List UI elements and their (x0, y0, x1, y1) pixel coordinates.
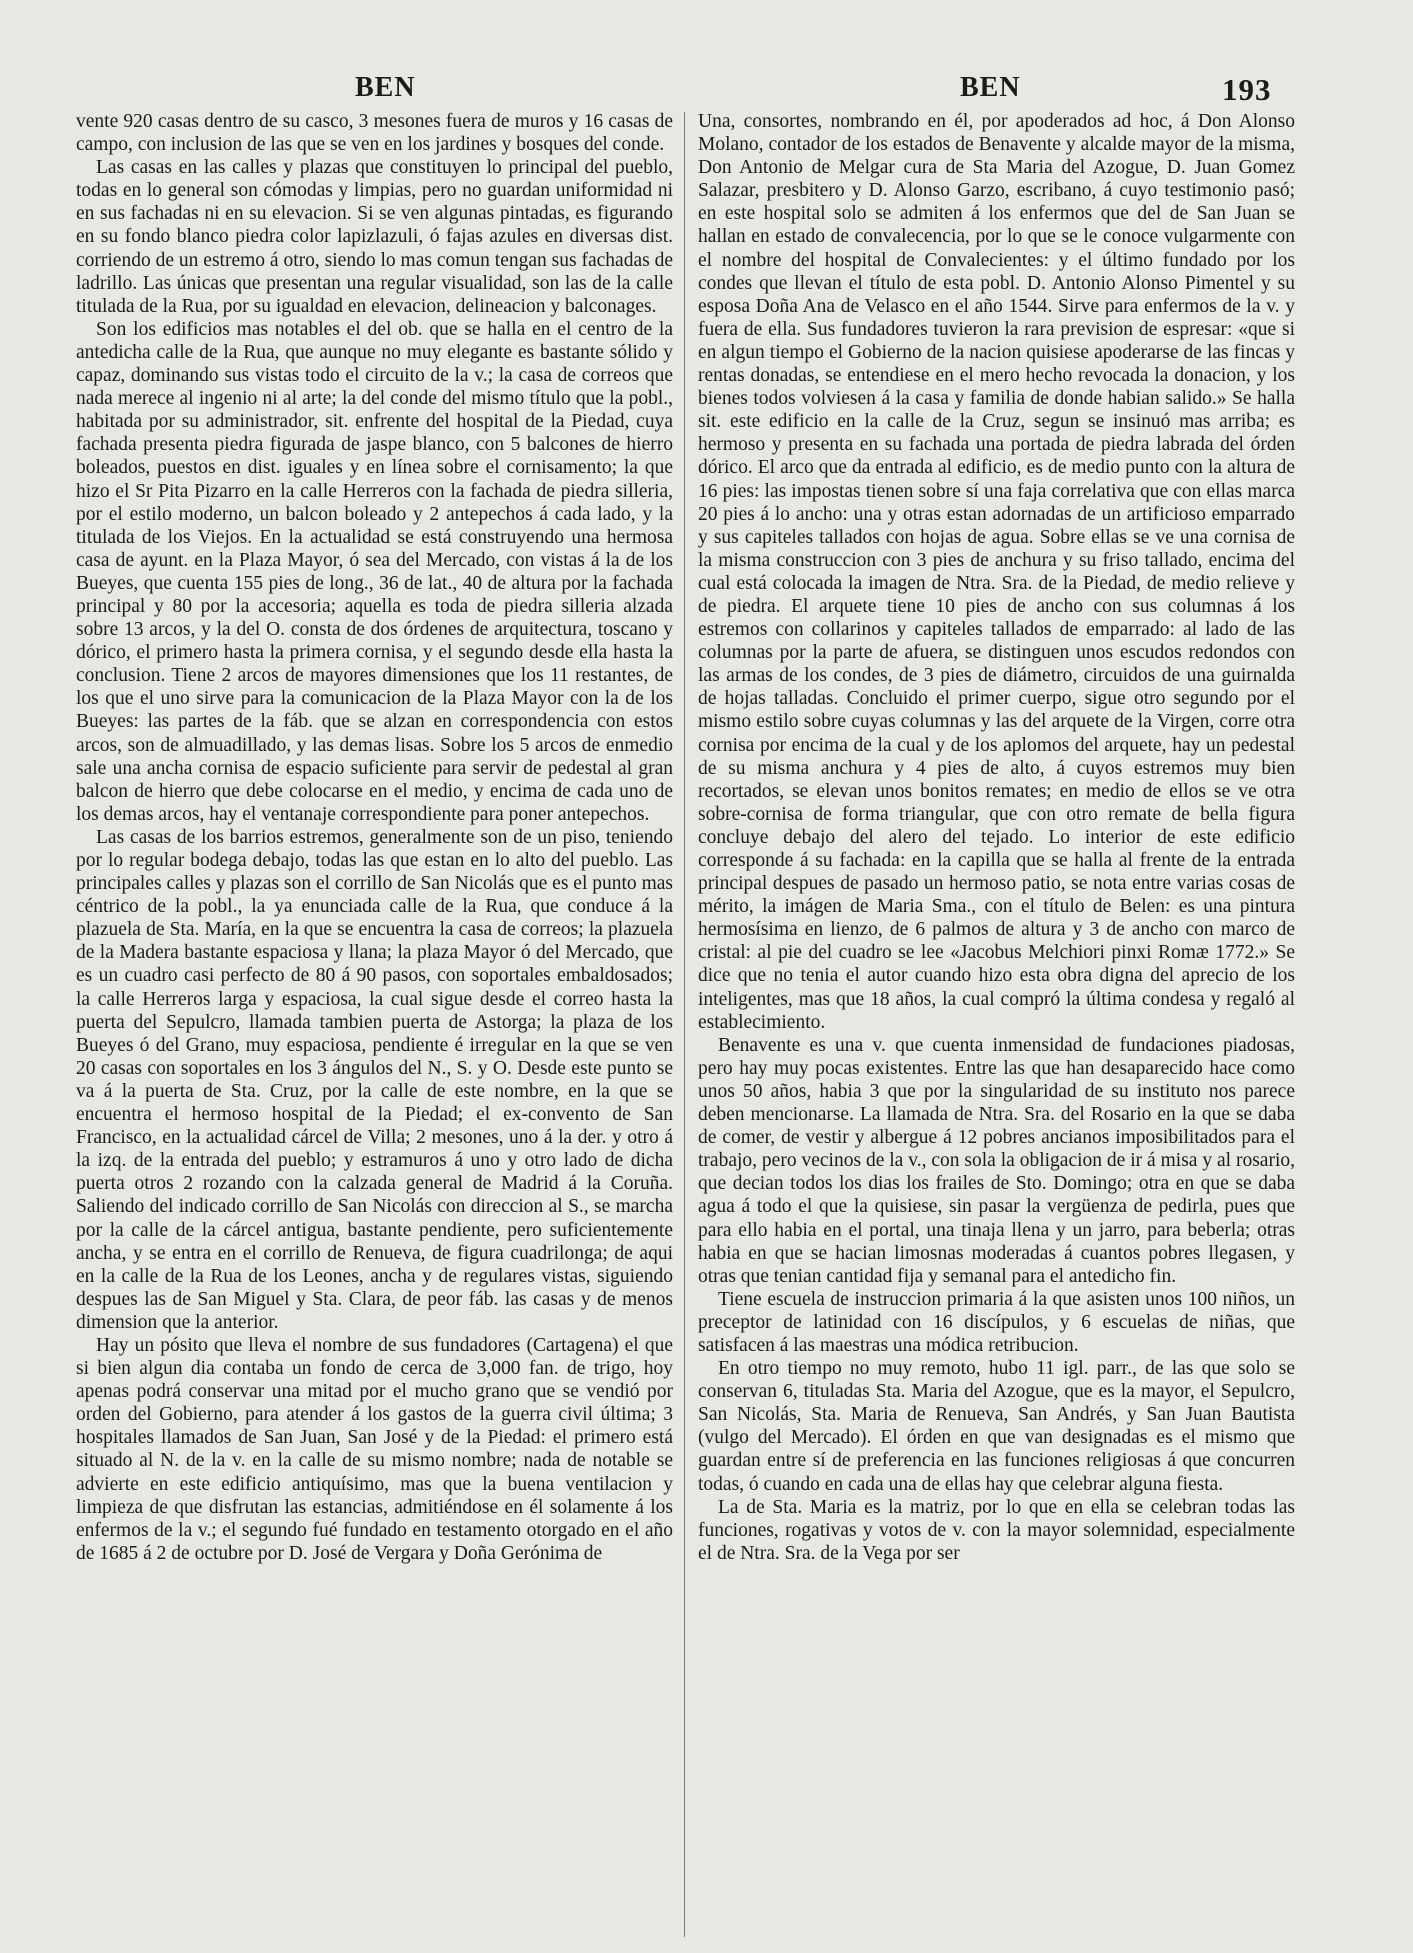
paragraph: vente 920 casas dentro de su casco, 3 mesones fuera de muros y 16 casas de campo, con inclusion de las que se ven en los jardines y bosques del conde. (76, 111, 673, 156)
running-header-right: BEN (960, 72, 1021, 103)
paragraph: Son los edificios mas notables el del ob. que se halla en el centro de la antedicha calle de la Rua, que aunque no muy elegante es bastante sólido y capaz, dominando sus vistas todo el circuito de la v.; la casa de correos que nada merece al ingenio ni al arte; la del conde del mismo título que la pobl., habitada por su administrador, sit. enfrente del hospital de la Piedad, cuya fachada presenta piedra figurada de jaspe blanco, con 5 balcones de hierro boleados, puestos en dist. iguales y en línea sobre el cornisamento; la que hizo el Sr Pita Pizarro en la calle Herreros con la fachada de piedra silleria, por el estilo moderno, un balcon boleado y 2 antepechos á cada lado, y la titulada de los Viejos. En la actualidad se está construyendo una hermosa casa de ayunt. en la Plaza Mayor, ó sea del Mercado, con vistas á la de los Bueyes, que cuenta 155 pies de long., 36 de lat., 40 de altura por la fachada principal y 80 por la accesoria; aquella es toda de piedra silleria alzada sobre 13 arcos, y la del O. consta de dos órdenes de arquitectura, toscano y dórico, el primero hasta la primera cornisa, y el segundo desde ella hasta la conclusion. Tiene 2 arcos de mayores dimensiones que los 11 restantes, de los que el uno sirve para la comunicacion de la Plaza Mayor con la de los Bueyes: las partes de la fáb. que se alzan en correspondencia con estos arcos, son de almuadillado, y las demas lisas. Sobre los 5 arcos de enmedio sale una ancha cornisa de espacio suficiente para servir de pedestal al gran balcon de hierro que debe colocarse en el medio, y encima de cada uno de los demas arcos, hay el ventanaje correspondiente para poner antepechos. (76, 318, 673, 825)
paragraph: En otro tiempo no muy remoto, hubo 11 igl. parr., de las que solo se conservan 6, tituladas Sta. Maria del Azogue, que es la mayor, el Sepulcro, San Nicolás, Sta. Maria de Renueva, San Andrés, y San Juan Bautista (vulgo del Mercado). El órden en que van designadas es el mismo que guardan entre sí de preferencia en las funciones religiosas á que concurren todas, ó cuando en cada una de ellas hay que celebrar alguna fiesta. (698, 1358, 1295, 1495)
paragraph: Benavente es una v. que cuenta inmensidad de fundaciones piadosas, pero hay muy pocas existentes. Entre las que han desaparecido hace como unos 50 años, habia 3 que por la singularidad de su instituto nos parece deben mencionarse. La llamada de Ntra. Sra. del Rosario en la que se daba de comer, de vestir y albergue á 12 pobres ancianos imposibilitados para el trabajo, pero vecinos de la v., con sola la obligacion de ir á misa y al rosario, que decian todos los dias los frailes de Sto. Domingo; otra en que se daba agua á todo el que la quisiese, sin pasar la vergüenza de pedirla, pues que para ello habia en el portal, una tinaja llena y un jarro, para beberla; otras habia en que se hacian limosnas moderadas á cuantos pobres llegasen, y otras que tenian cantidad fija y semanal para el antedicho fin. (698, 1034, 1295, 1287)
text-column-left (76, 110, 673, 1930)
paragraph: Las casas en las calles y plazas que constituyen lo principal del pueblo, todas en lo general son cómodas y limpias, pero no guardan uniformidad ni en sus fachadas ni en su elevacion. Si se ven algunas pintadas, es figurando en su fondo blanco piedra color lapizlazuli, ó fajas azules en diversas dist. corriendo de un estremo á otro, siendo lo mas comun tengan sus fachadas de ladrillo. Las únicas que presentan una regular visualidad, son las de la calle titulada de la Rua, por su igualdad en elevacion, delineacion y balconages. (76, 157, 673, 317)
running-header-left: BEN (355, 72, 416, 103)
paragraph: Hay un pósito que lleva el nombre de sus fundadores (Cartagena) el que si bien algun dia contaba un fondo de cerca de 3,000 fan. de trigo, hoy apenas podrá conservar una mitad por el mucho grano que se vendió por orden del Gobierno, para atender á los gastos de la guerra civil última; 3 hospitales llamados de San Juan, San José y de la Piedad: el primero está situado al N. de la v. en la calle de su mismo nombre; nada de notable se advierte en este edificio antiquísimo, mas que la buena ventilacion y limpieza de que disfrutan las estancias, admitiéndose en él solamente á los enfermos de la v.; el segundo fué fundado en testamento otorgado en el año de 1685 á 2 de octubre por D. José de Vergara y Doña Gerónima de (76, 1334, 673, 1564)
text-column-right (698, 110, 1295, 1930)
paragraph: Las casas de los barrios estremos, generalmente son de un piso, teniendo por lo regular bodega debajo, todas las que estan en lo alto del pueblo. Las principales calles y plazas son el corrillo de San Nicolás que es el punto mas céntrico de la pobl., la ya enunciada calle de la Rua, que conduce á la plazuela de Sta. María, en la que se encuentra la casa de correos; la plazuela de la Madera bastante espaciosa y llana; la plaza Mayor ó del Mercado, que es un cuadro casi perfecto de 80 á 90 pasos, con soportales embaldosados; la calle Herreros larga y espaciosa, la cual sigue desde el correo hasta la puerta del Sepulcro, llamada tambien puerta de Astorga; la plaza de los Bueyes ó del Grano, muy espaciosa, pendiente é irregular en la que se ven 20 casas con soportales en los 3 ángulos del N., S. y O. Desde este punto se va á la puerta de Sta. Cruz, por la calle de este nombre, en la que se encuentra el hermoso hospital de la Piedad; el ex-convento de San Francisco, en la actualidad cárcel de Villa; 2 mesones, uno á la der. y otro á la izq. de la entrada del pueblo; y estramuros á uno y otro lado de dicha puerta otros 2 rozando con la calzada general de Madrid á la Coruña. Saliendo del indicado corrillo de San Nicolás con direccion al S., se marcha por la calle de la cárcel antigua, bastante pendiente, pero suficientemente ancha, y se entra en el corrillo de Renueva, de figura cuadrilonga; de aqui en la calle de la Rua de los Leones, ancha y de regulares vistas, siguiendo despues las de San Miguel y Sta. Clara, de peor fáb. las casas y de menos dimension que la anterior. (76, 826, 673, 1333)
page-number: 193 (1222, 72, 1272, 107)
column-divider (684, 112, 685, 1937)
paragraph: Tiene escuela de instruccion primaria á la que asisten unos 100 niños, un preceptor de latinidad con 16 discípulos, y 6 escuelas de niñas, que satisfacen á las maestras una módica retribucion. (698, 1288, 1295, 1356)
paragraph: La de Sta. Maria es la matriz, por lo que en ella se celebran todas las funciones, rogativas y votos de v. con la mayor solemnidad, especialmente el de Ntra. Sra. de la Vega por ser (698, 1496, 1295, 1564)
paragraph: Una, consortes, nombrando en él, por apoderados ad hoc, á Don Alonso Molano, contador de los estados de Benavente y alcalde mayor de la misma, Don Antonio de Melgar cura de Sta Maria del Azogue, D. Juan Gomez Salazar, presbitero y D. Alonso Garzo, escribano, á cuyo testimonio pasó; en este hospital solo se admiten á los enfermos que del de San Juan se hallan en estado de convalecencia, por lo que se le conoce vulgarmente con el nombre del hospital de Convalecientes: y el último fundado por los condes que llevan el título de esta pobl. D. Antonio Alonso Pimentel y su esposa Doña Ana de Velasco en el año 1544. Sirve para enfermos de la v. y fuera de ella. Sus fundadores tuvieron la rara prevision de espresar: «que si en algun tiempo el Gobierno de la nacion quisiese apoderarse de las fincas y rentas donadas, se entendiese en el mero hecho revocada la donacion, y los bienes todos volviesen á la casa y familia de donde habian salido.» Se halla sit. este edificio en la calle de la Cruz, segun se insinuó mas arriba; es hermoso y presenta en su fachada una portada de piedra labrada del órden dórico. El arco que da entrada al edificio, es de medio punto con la altura de 16 pies: las impostas tienen sobre sí una faja correlativa que con ellas marca 20 pies á lo ancho: una y otras estan adornadas de un artificioso emparrado y sus capiteles tallados con hojas de agua. Sobre ellas se ve una cornisa de la misma construccion con 3 pies de anchura y su friso tallado, encima del cual está colocada la imagen de Ntra. Sra. de la Piedad, de medio relieve y de piedra. El arquete tiene 10 pies de ancho con sus columnas á los estremos con collarinos y capiteles tallados de emparrado: al lado de las columnas por la parte de afuera, se distinguen unos escudos redondos con las armas de los condes, de 3 pies de diámetro, circuidos de una guirnalda de hojas talladas. Concluido el primer cuerpo, sigue otro segundo por el mismo estilo sobre cuyas columnas y las del arquete de la Virgen, corre otra cornisa por encima de la cual y de los aplomos del arquete, hay un pedestal de su misma anchura y 4 pies de alto, á cuyos estremos muy bien recortados, se elevan unos bonitos remates; en medio de ellos se ve otra sobre-cornisa de forma triangular, que con otro remate de bella figura concluye debajo del alero del tejado. Lo interior de este edificio corresponde á su fachada: en la capilla que se halla al frente de la entrada principal despues de pasado un hermoso patio, se nota entre varias cosas de mérito, la imágen de Maria Sma., con el título de Belen: es una pintura hermosísima en lienzo, de 6 palmos de altura y 3 de ancho con marco de cristal: al pie del cuadro se lee «Jacobus Melchiori pinxi Romæ 1772.» Se dice que no tenia el autor cuando hizo esta obra digna del aprecio de los inteligentes, mas que 18 años, la cual compró la última condesa y regaló al establecimiento. (698, 111, 1295, 1033)
